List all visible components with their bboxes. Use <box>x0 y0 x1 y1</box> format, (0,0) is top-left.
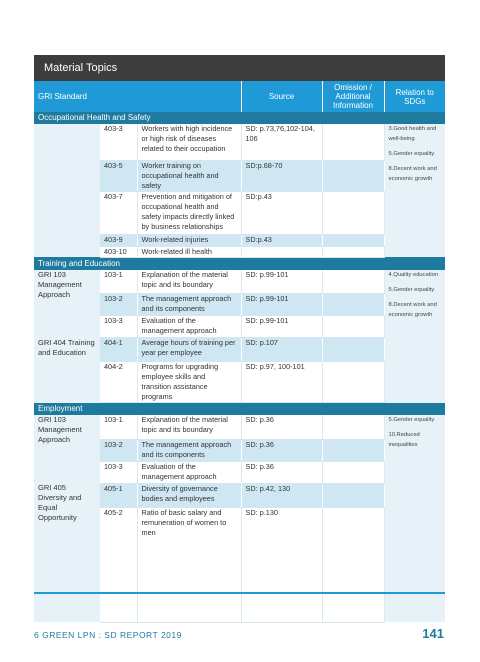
sdg-item: 5.Gender equality <box>388 286 435 293</box>
disclosure-number: 103-1 <box>100 415 137 439</box>
disclosure-number: 403-10 <box>100 246 137 257</box>
source-reference: SD:p.43 <box>241 191 322 234</box>
sdg-item: 10.Reduced inequalities <box>388 432 420 448</box>
disclosure-number: 403-5 <box>100 160 137 191</box>
disclosure-number: 403-9 <box>100 234 137 246</box>
omission-cell <box>322 461 384 483</box>
disclosure-number: 103-3 <box>100 461 137 483</box>
source-reference: SD:p.43 <box>241 234 322 246</box>
sdg-list <box>389 270 442 320</box>
disclosure-description: Work-related ill health <box>137 246 241 257</box>
disclosure-description: The management approach and its components <box>137 294 241 316</box>
table-row <box>34 270 445 294</box>
sdg-item: 8.Decent work and economic growth <box>388 301 437 318</box>
gri-standard-cell <box>34 124 100 257</box>
header-gri-standard: GRI Standard <box>34 81 241 112</box>
table-row <box>34 338 445 362</box>
sdg-relation-cell <box>384 124 445 257</box>
omission-cell <box>322 362 384 403</box>
sdg-list <box>389 415 442 450</box>
sdg-item: 5.Gender equality <box>388 151 435 157</box>
table-row <box>34 483 445 507</box>
section-title: Occupational Health and Safety <box>34 112 445 124</box>
disclosure-description: Average hours of training per year per employee <box>137 338 241 362</box>
disclosure-description: Ratio of basic salary and remuneration of women to men <box>137 507 241 622</box>
disclosure-number: 103-2 <box>100 439 137 461</box>
omission-cell <box>322 439 384 461</box>
disclosure-number: 103-1 <box>100 270 137 294</box>
disclosure-description: Work-related injuries <box>137 234 241 246</box>
omission-cell <box>322 191 384 234</box>
source-reference: SD: p.42, 130 <box>241 483 322 507</box>
sdg-item: 4.Quality education <box>388 271 439 278</box>
source-reference: SD: p.36 <box>241 415 322 439</box>
header-relation-to-sdgs: Relation to SDGs <box>384 81 445 112</box>
footer-report-name: 6 GREEN LPN : SD REPORT 2019 <box>34 630 182 640</box>
source-reference: SD: p.73,76,102-104, 106 <box>241 124 322 160</box>
table-row <box>34 124 445 160</box>
gri-standard-cell: GRI 405 Diversity and Equal Opportunity <box>34 483 100 622</box>
header-source: Source <box>241 81 322 112</box>
section-title: Employment <box>34 403 445 416</box>
header-omission: Omission / Additional Information <box>322 81 384 112</box>
page-title: Material Topics <box>34 55 445 81</box>
sdg-relation-cell <box>384 270 445 403</box>
source-reference: SD: p.99-101 <box>241 316 322 338</box>
omission-cell <box>322 483 384 507</box>
section-title: Training and Education <box>34 257 445 270</box>
omission-cell <box>322 234 384 246</box>
disclosure-description: Worker training on occupational health and safety <box>137 160 241 191</box>
disclosure-description: Explanation of the material topic and its boundary <box>137 270 241 294</box>
omission-cell <box>322 294 384 316</box>
disclosure-description: Prevention and mitigation of occupational health and safety impacts directly linked by business relationships <box>137 191 241 234</box>
disclosure-number: 103-2 <box>100 294 137 316</box>
source-reference: SD:p.68-70 <box>241 160 322 191</box>
sdg-item: 8.Decent work and economic growth <box>388 166 437 182</box>
disclosure-number: 404-2 <box>100 362 137 403</box>
section-header-row <box>34 403 445 416</box>
source-reference: SD: p.99-101 <box>241 294 322 316</box>
gri-standard-cell: GRI 103 Management Approach <box>34 270 100 338</box>
disclosure-number: 403-7 <box>100 191 137 234</box>
omission-cell <box>322 338 384 362</box>
disclosure-number: 403-3 <box>100 124 137 160</box>
sdg-item: 3.Good health and well-being <box>388 126 437 142</box>
omission-cell <box>322 415 384 439</box>
disclosure-description: Explanation of the material topic and its boundary <box>137 415 241 439</box>
section-header-row <box>34 257 445 270</box>
sdg-relation-cell <box>384 415 445 622</box>
disclosure-description: Evaluation of the management approach <box>137 461 241 483</box>
gri-standard-cell: GRI 404 Training and Education <box>34 338 100 403</box>
disclosure-description: Evaluation of the management approach <box>137 316 241 338</box>
omission-cell <box>322 124 384 160</box>
section-header-row <box>34 112 445 124</box>
disclosure-number: 103-3 <box>100 316 137 338</box>
disclosure-description: Programs for upgrading employee skills and transition assistance programs <box>137 362 241 403</box>
disclosure-number: 404-1 <box>100 338 137 362</box>
table-row <box>34 415 445 439</box>
table-header-row <box>34 81 445 112</box>
page-number: 141 <box>422 626 444 641</box>
omission-cell <box>322 246 384 257</box>
source-reference: SD: p.130 <box>241 507 322 622</box>
gri-standard-cell: GRI 103 Management Approach <box>34 415 100 483</box>
bottom-rule <box>34 592 445 594</box>
disclosure-description: The management approach and its components <box>137 439 241 461</box>
omission-cell <box>322 160 384 191</box>
source-reference: SD: p.107 <box>241 338 322 362</box>
omission-cell <box>322 507 384 622</box>
omission-cell <box>322 270 384 294</box>
source-reference: SD: p.36 <box>241 461 322 483</box>
sdg-item: 5.Gender equality <box>388 417 435 423</box>
source-reference <box>241 246 322 257</box>
omission-cell <box>322 316 384 338</box>
sdg-list <box>389 124 442 184</box>
disclosure-number: 405-1 <box>100 483 137 507</box>
source-reference: SD: p.99-101 <box>241 270 322 294</box>
disclosure-description: Workers with high incidence or high risk of diseases related to their occupation <box>137 124 241 160</box>
source-reference: SD: p.97, 100-101 <box>241 362 322 403</box>
source-reference: SD: p.36 <box>241 439 322 461</box>
disclosure-description: Diversity of governance bodies and employees <box>137 483 241 507</box>
disclosure-number: 405-2 <box>100 507 137 622</box>
material-topics-table <box>34 81 445 623</box>
